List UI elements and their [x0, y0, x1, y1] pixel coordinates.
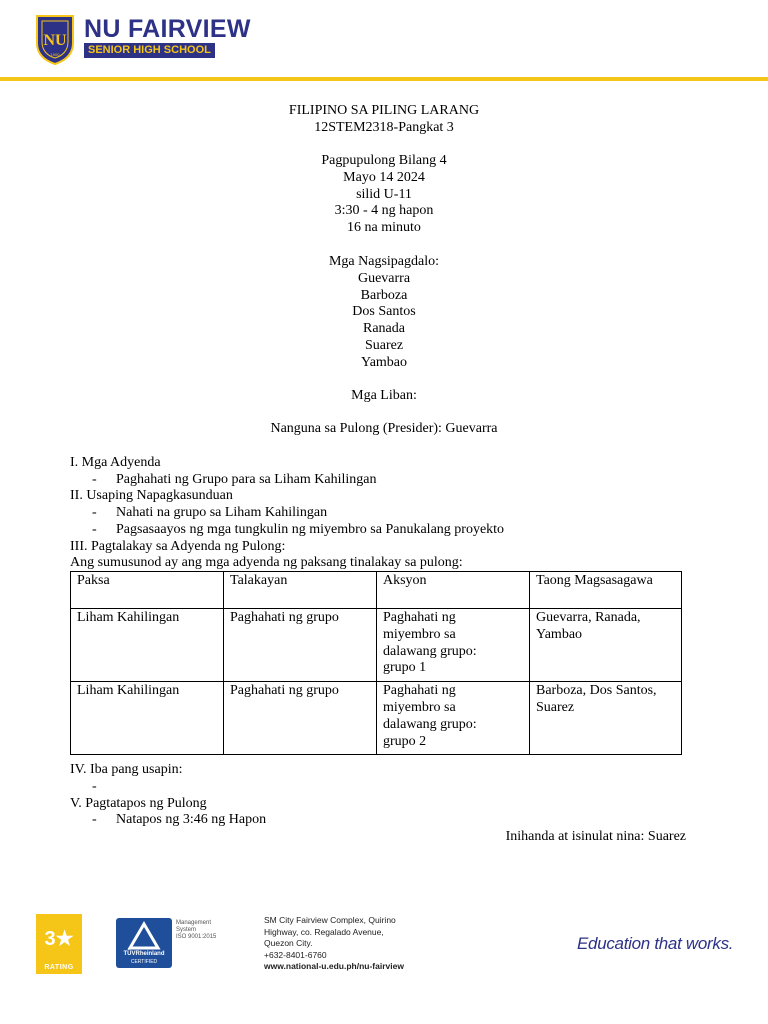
section-discussion: III. Pagtalakay sa Adyenda ng Pulong:: [70, 539, 286, 554]
attendee: Yambao: [360, 354, 408, 370]
meeting-duration: 16 na minuto: [347, 220, 421, 236]
prepared-by: Inihanda at isinulat nina: Suarez: [505, 829, 686, 844]
attendee: Suarez: [364, 337, 404, 353]
table-cell: Paghahati ng miyembro sa dalawang grupo: grupo 2: [377, 682, 530, 755]
column-header: Paksa: [71, 572, 224, 609]
section-closing: V. Pagtatapos ng Pulong: [70, 796, 207, 811]
section-other-matters: IV. Iba pang usapin:: [70, 762, 183, 777]
rating-badge: [36, 914, 82, 974]
table-row: [71, 609, 682, 682]
school-crest-icon: [34, 13, 76, 65]
school-subtitle: SENIOR HIGH SCHOOL: [84, 43, 215, 58]
attendee: Guevarra: [357, 270, 411, 286]
table-cell: Paghahati ng grupo: [224, 682, 377, 755]
header-rule: [0, 77, 768, 81]
column-header: Talakayan: [224, 572, 377, 609]
meeting-details: [0, 153, 768, 237]
document-title: [0, 103, 768, 137]
attendance-present: [0, 254, 768, 372]
meeting-time: 3:30 - 4 ng hapon: [334, 203, 434, 219]
list-item: - Natapos ng 3:46 ng Hapon: [92, 812, 267, 827]
school-name: NU FAIRVIEW: [84, 15, 251, 43]
table-row: [71, 682, 682, 755]
discussion-intro: Ang sumusunod ay ang mga adyenda ng paksang tinalakay sa pulong:: [70, 555, 463, 570]
table-header-row: [71, 572, 682, 609]
rating-stars: 3★: [44, 928, 74, 950]
tuv-certified: CERTIFIED: [130, 959, 158, 965]
rating-label: RATING: [44, 964, 74, 971]
attendee: Barboza: [360, 287, 408, 303]
list-item: -: [92, 779, 97, 794]
section-group: 12STEM2318-Pangkat 3: [314, 119, 454, 135]
meeting-date: Mayo 14 2024: [343, 169, 425, 185]
tagline: Education that works.: [577, 934, 734, 953]
certification-badge: [116, 918, 224, 970]
table-cell: Paghahati ng miyembro sa dalawang grupo: grupo 1: [377, 609, 530, 682]
presider: Nanguna sa Pulong (Presider): Guevarra: [270, 421, 498, 436]
column-header: Taong Magsasagawa: [530, 572, 682, 609]
attendee: Dos Santos: [352, 304, 416, 320]
column-header: Aksyon: [377, 572, 530, 609]
meeting-room: silid U-11: [356, 186, 412, 202]
svg-text:NU: NU: [43, 32, 67, 49]
website-link[interactable]: www.national-u.edu.ph/nu-fairview: [264, 961, 404, 971]
table-cell: Liham Kahilingan: [71, 682, 224, 755]
present-label: Mga Nagsipagdalo:: [328, 254, 440, 269]
list-item: - Nahati na grupo sa Liham Kahilingan: [92, 505, 328, 520]
attendee: Ranada: [363, 321, 405, 337]
list-item: - Pagsasaayos ng mga tungkulin ng miyembro sa Panukalang proyekto: [92, 522, 505, 537]
tuv-details: Management System ISO 9001:2015: [176, 920, 217, 940]
course-title: FILIPINO SA PILING LARANG: [288, 103, 480, 118]
table-cell: Barboza, Dos Santos, Suarez: [530, 682, 682, 755]
meeting-number: Pagpupulong Bilang 4: [321, 153, 447, 168]
letterhead: [0, 0, 768, 82]
table-cell: Liham Kahilingan: [71, 609, 224, 682]
school-address: SM City Fairview Complex, Quirino Highway, co. Regalado Avenue, Quezon City. +632-8401-6760 www.national-u.edu.ph/nu-fairview: [264, 915, 404, 971]
triangle-icon: [116, 920, 172, 954]
tuv-brand: TÜVRheinland: [123, 951, 165, 957]
tuv-logo: [116, 918, 172, 968]
absent-label: Mga Liban:: [351, 388, 417, 403]
section-agreements: II. Usaping Napagkasunduan: [70, 488, 233, 503]
table-cell: Guevarra, Ranada, Yambao: [530, 609, 682, 682]
list-item: - Paghahati ng Grupo para sa Liham Kahilingan: [92, 472, 377, 487]
section-agenda: I. Mga Adyenda: [70, 455, 161, 470]
table-cell: Paghahati ng grupo: [224, 609, 377, 682]
crest-year: 1900: [50, 52, 60, 57]
minutes-table: [70, 571, 682, 755]
